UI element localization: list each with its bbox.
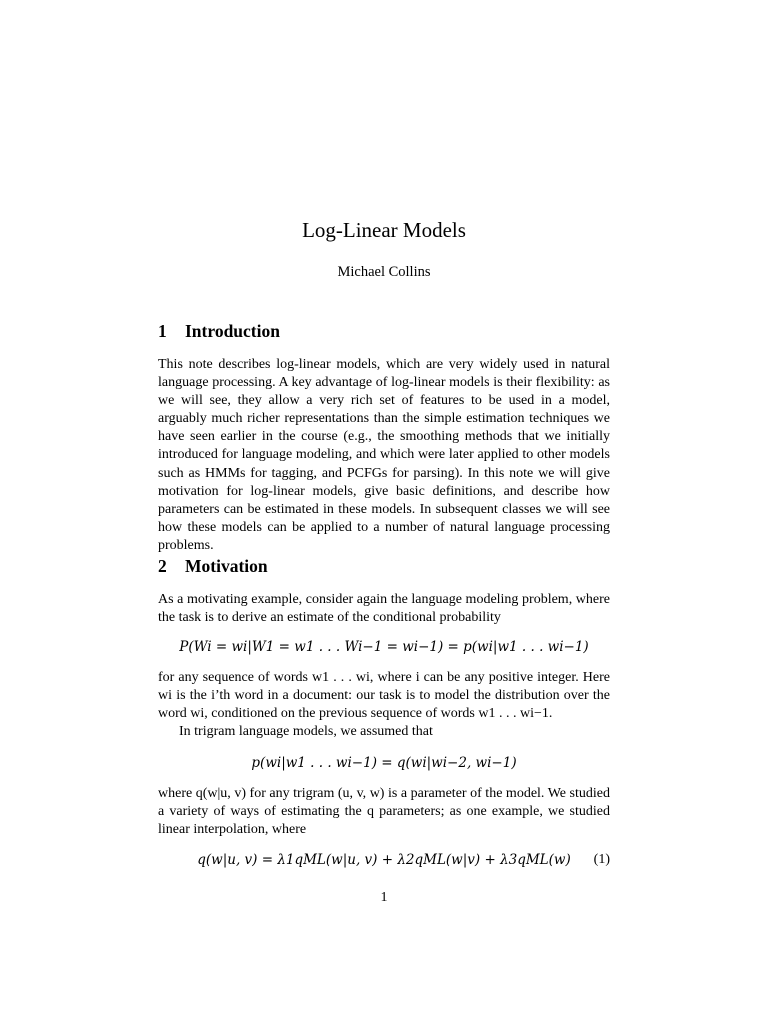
motivation-paragraph-2: for any sequence of words w1 . . . wi, where i can be any positive integer. Here wi is the i’th word in a document: our task is to model the distribution over the word wi, conditioned on the previous sequence of words w1 . . . wi−1.	[158, 670, 610, 722]
motivation-paragraph-1: As a motivating example, consider again the language modeling problem, where the task is to derive an estimate of the conditional probability	[158, 592, 610, 626]
section-number: 1	[158, 321, 167, 341]
page-number: 1	[380, 890, 388, 905]
intro-text: This note describes log-linear models, which are very widely used in natural language processing. A key advantage of log-linear models is their flexibility: as we will see, they allow a very rich set of features to be used in a model, arguably much richer representations than the simple estimation techniques we have seen earlier in the course (e.g., the smoothing methods that we initially introduced for language modeling, and which were later applied to other models such as HMMs for tagging, and PCFGs for parsing). In this note we will give motivation for log-linear models, give basic definitions, and describe how parameters can be estimated in these models. In subsequent classes we will see how these models can be applied to a number of natural language processing problems.	[158, 357, 610, 553]
equation-conditional-probability: P(Wi = wi|W1 = w1 . . . Wi−1 = wi−1) = p(wi|w1 . . . wi−1)	[179, 639, 589, 655]
document-author: Michael Collins	[337, 264, 431, 280]
equation-number: (1)	[593, 852, 610, 867]
section-title: Introduction	[185, 321, 280, 341]
motivation-paragraph-4: where q(w|u, v) for any trigram (u, v, w) is a parameter of the model. We studied a variety of ways of estimating the q parameters; as one example, we studied linear interpolation, where	[158, 786, 610, 838]
section-title: Motivation	[185, 556, 268, 576]
equation-trigram-assumption: p(wi|w1 . . . wi−1) = q(wi|wi−2, wi−1)	[251, 755, 517, 771]
document-title: Log-Linear Models	[302, 218, 466, 242]
section-number: 2	[158, 556, 167, 576]
introduction-paragraph	[158, 356, 610, 555]
motivation-paragraph-3: In trigram language models, we assumed that	[179, 724, 433, 739]
section-heading-introduction	[158, 319, 610, 343]
equation-linear-interpolation: q(w|u, v) = λ1qML(w|u, v) + λ2qML(w|v) + λ3qML(w)	[197, 852, 571, 868]
section-heading-motivation	[158, 554, 610, 578]
